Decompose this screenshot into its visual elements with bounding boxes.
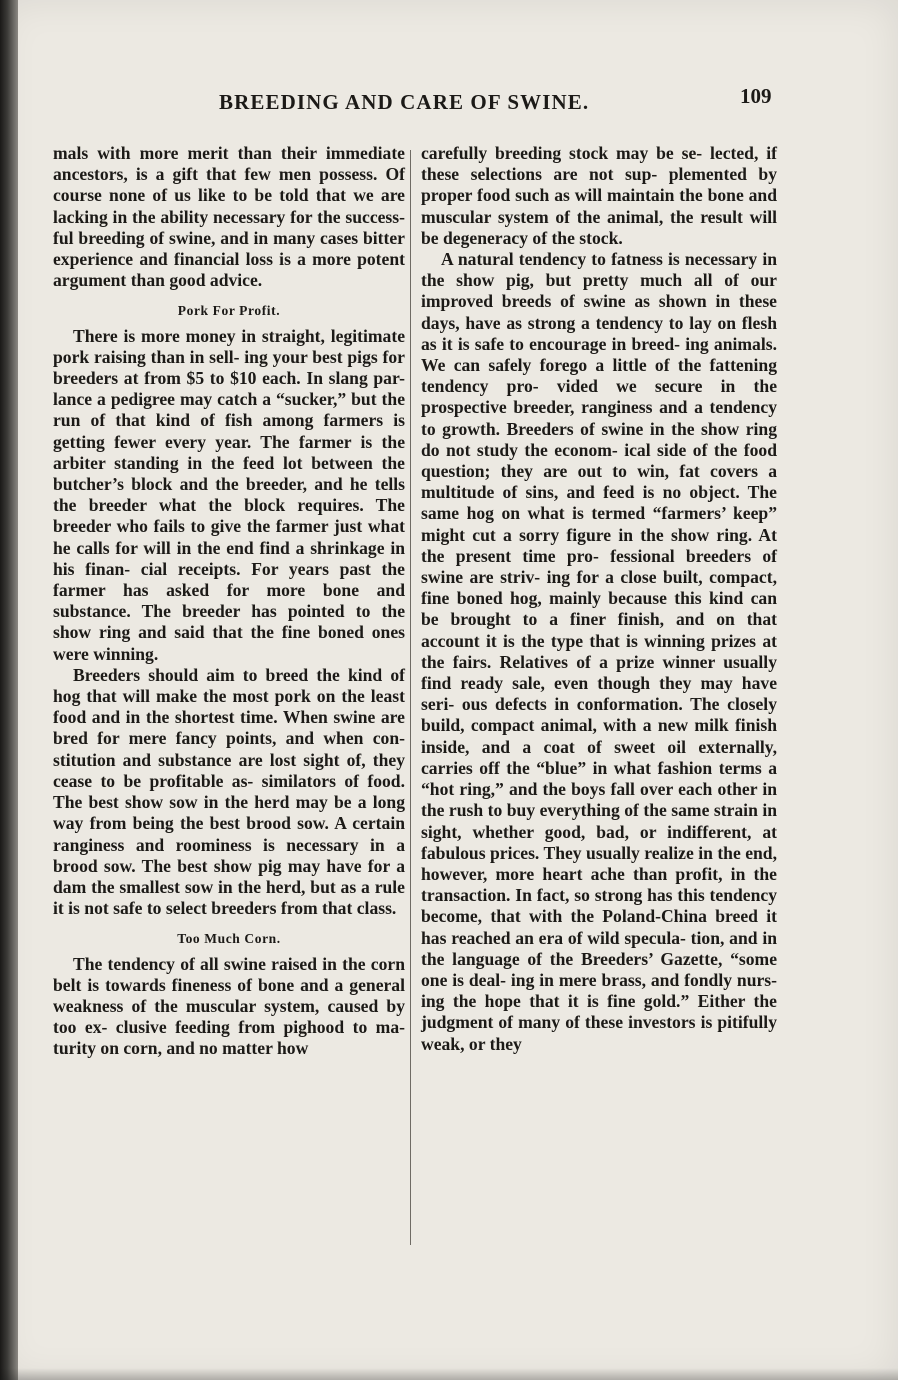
left-column — [53, 143, 405, 1060]
section-heading-pork-for-profit: Pork For Profit. — [177, 303, 281, 319]
right-column — [421, 143, 777, 1055]
section-heading-too-much-corn: Too Much Corn. — [177, 931, 281, 947]
page-binding-edge — [0, 0, 18, 1380]
left-paragraph-1: mals with more merit than their immediate ancestors, is a gift that few men possess. Of course none of us like to be told that we are lacking in the ability necessary for the success- ful breeding of swine, and in many cases bitter experience and financial loss is a more potent argument than good advice. — [53, 143, 405, 291]
page-number: 109 — [740, 84, 772, 108]
page-bottom-shadow — [0, 1368, 898, 1380]
left-paragraph-2: There is more money in straight, legitimate pork raising than in sell- ing your best pigs for breeders at from $5 to $10 each. In slang par- lance a pedigree may catch a “sucker,” but the run of that kind of fish among farmers is getting fewer every year. The farmer is the arbiter standing in the feed lot between the butcher’s block and the breeder, and he tells the breeder what the block requires. The breeder who fails to give the farmer just what he calls for will in the end find a shrinkage in his finan- cial receipts. For years past the farmer has asked for more bone and substance. The breeder has pointed to the show ring and said that the fine boned ones were winning. — [53, 325, 405, 664]
right-paragraph-2: A natural tendency to fatness is necessary in the show pig, but pretty much all of our improved breeds of swine as shown in these days, have as strong a tendency to lay on flesh as it is safe to encourage in breed- ing animals. We can safely forego a little of the fattening tendency pro- vided we secure in the prospective breeder, ranginess and a tendency to growth. Breeders of swine in the show ring do not study the econom- ical side of the food question; they are out to win, fat covers a multitude of sins, and feed is no object. The same hog on what is termed “farmers’ keep” might cut a sorry figure in the show ring. At the present time pro- fessional breeders of swine are striv- ing for a close built, compact, fine boned hog, mainly because this kind can be brought to a finer finish, and on that account it is the type that is winning prizes at the fairs. Relatives of a prize winner usually find ready sale, even though they may have seri- ous defects in conformation. The closely build, compact animal, with a new milk finish inside, and a coat of sweet oil externally, carries off the “blue” in what fashion terms a “hot ring,” and the boys fall over each other in the rush to buy everything of the same strain in sight, whether good, bad, or indifferent, at fabulous prices. They usually realize in the end, however, more heart ache than profit, in the transaction. In fact, so strong has this tendency become, that with the Poland-China breed it has reached an era of wild specula- tion, and in the language of the Breeders’ Gazette, “some one is deal- ing in mere brass, and fondly nurs- ing the hope that it is fine gold.” Either the judgment of many of these investors is pitifully weak, or they — [421, 249, 777, 1054]
running-head: BREEDING AND CARE OF SWINE. — [219, 90, 590, 114]
column-divider — [410, 150, 411, 1245]
left-paragraph-3: Breeders should aim to breed the kind of hog that will make the most pork on the least food and in the shortest time. When swine are bred for mere fancy points, and when con- stitution and substance are lost sight of, they cease to be profitable as- similators of food. The best show sow in the herd may be a long way from being the best brood sow. A certain ranginess and roominess is necessary in a brood sow. The best show pig may have for a dam the smallest sow in the herd, but as a rule it is not safe to select breeders from that class. — [53, 664, 405, 919]
left-paragraph-4: The tendency of all swine raised in the corn belt is towards fineness of bone and a general weakness of the muscular system, caused by too ex- clusive feeding from pighood to ma- turity on corn, and no matter how — [53, 953, 405, 1059]
right-paragraph-1: carefully breeding stock may be se- lected, if these selections are not sup- plemented by proper food such as will maintain the bone and muscular system of the animal, the result will be degeneracy of the stock. — [421, 143, 777, 248]
